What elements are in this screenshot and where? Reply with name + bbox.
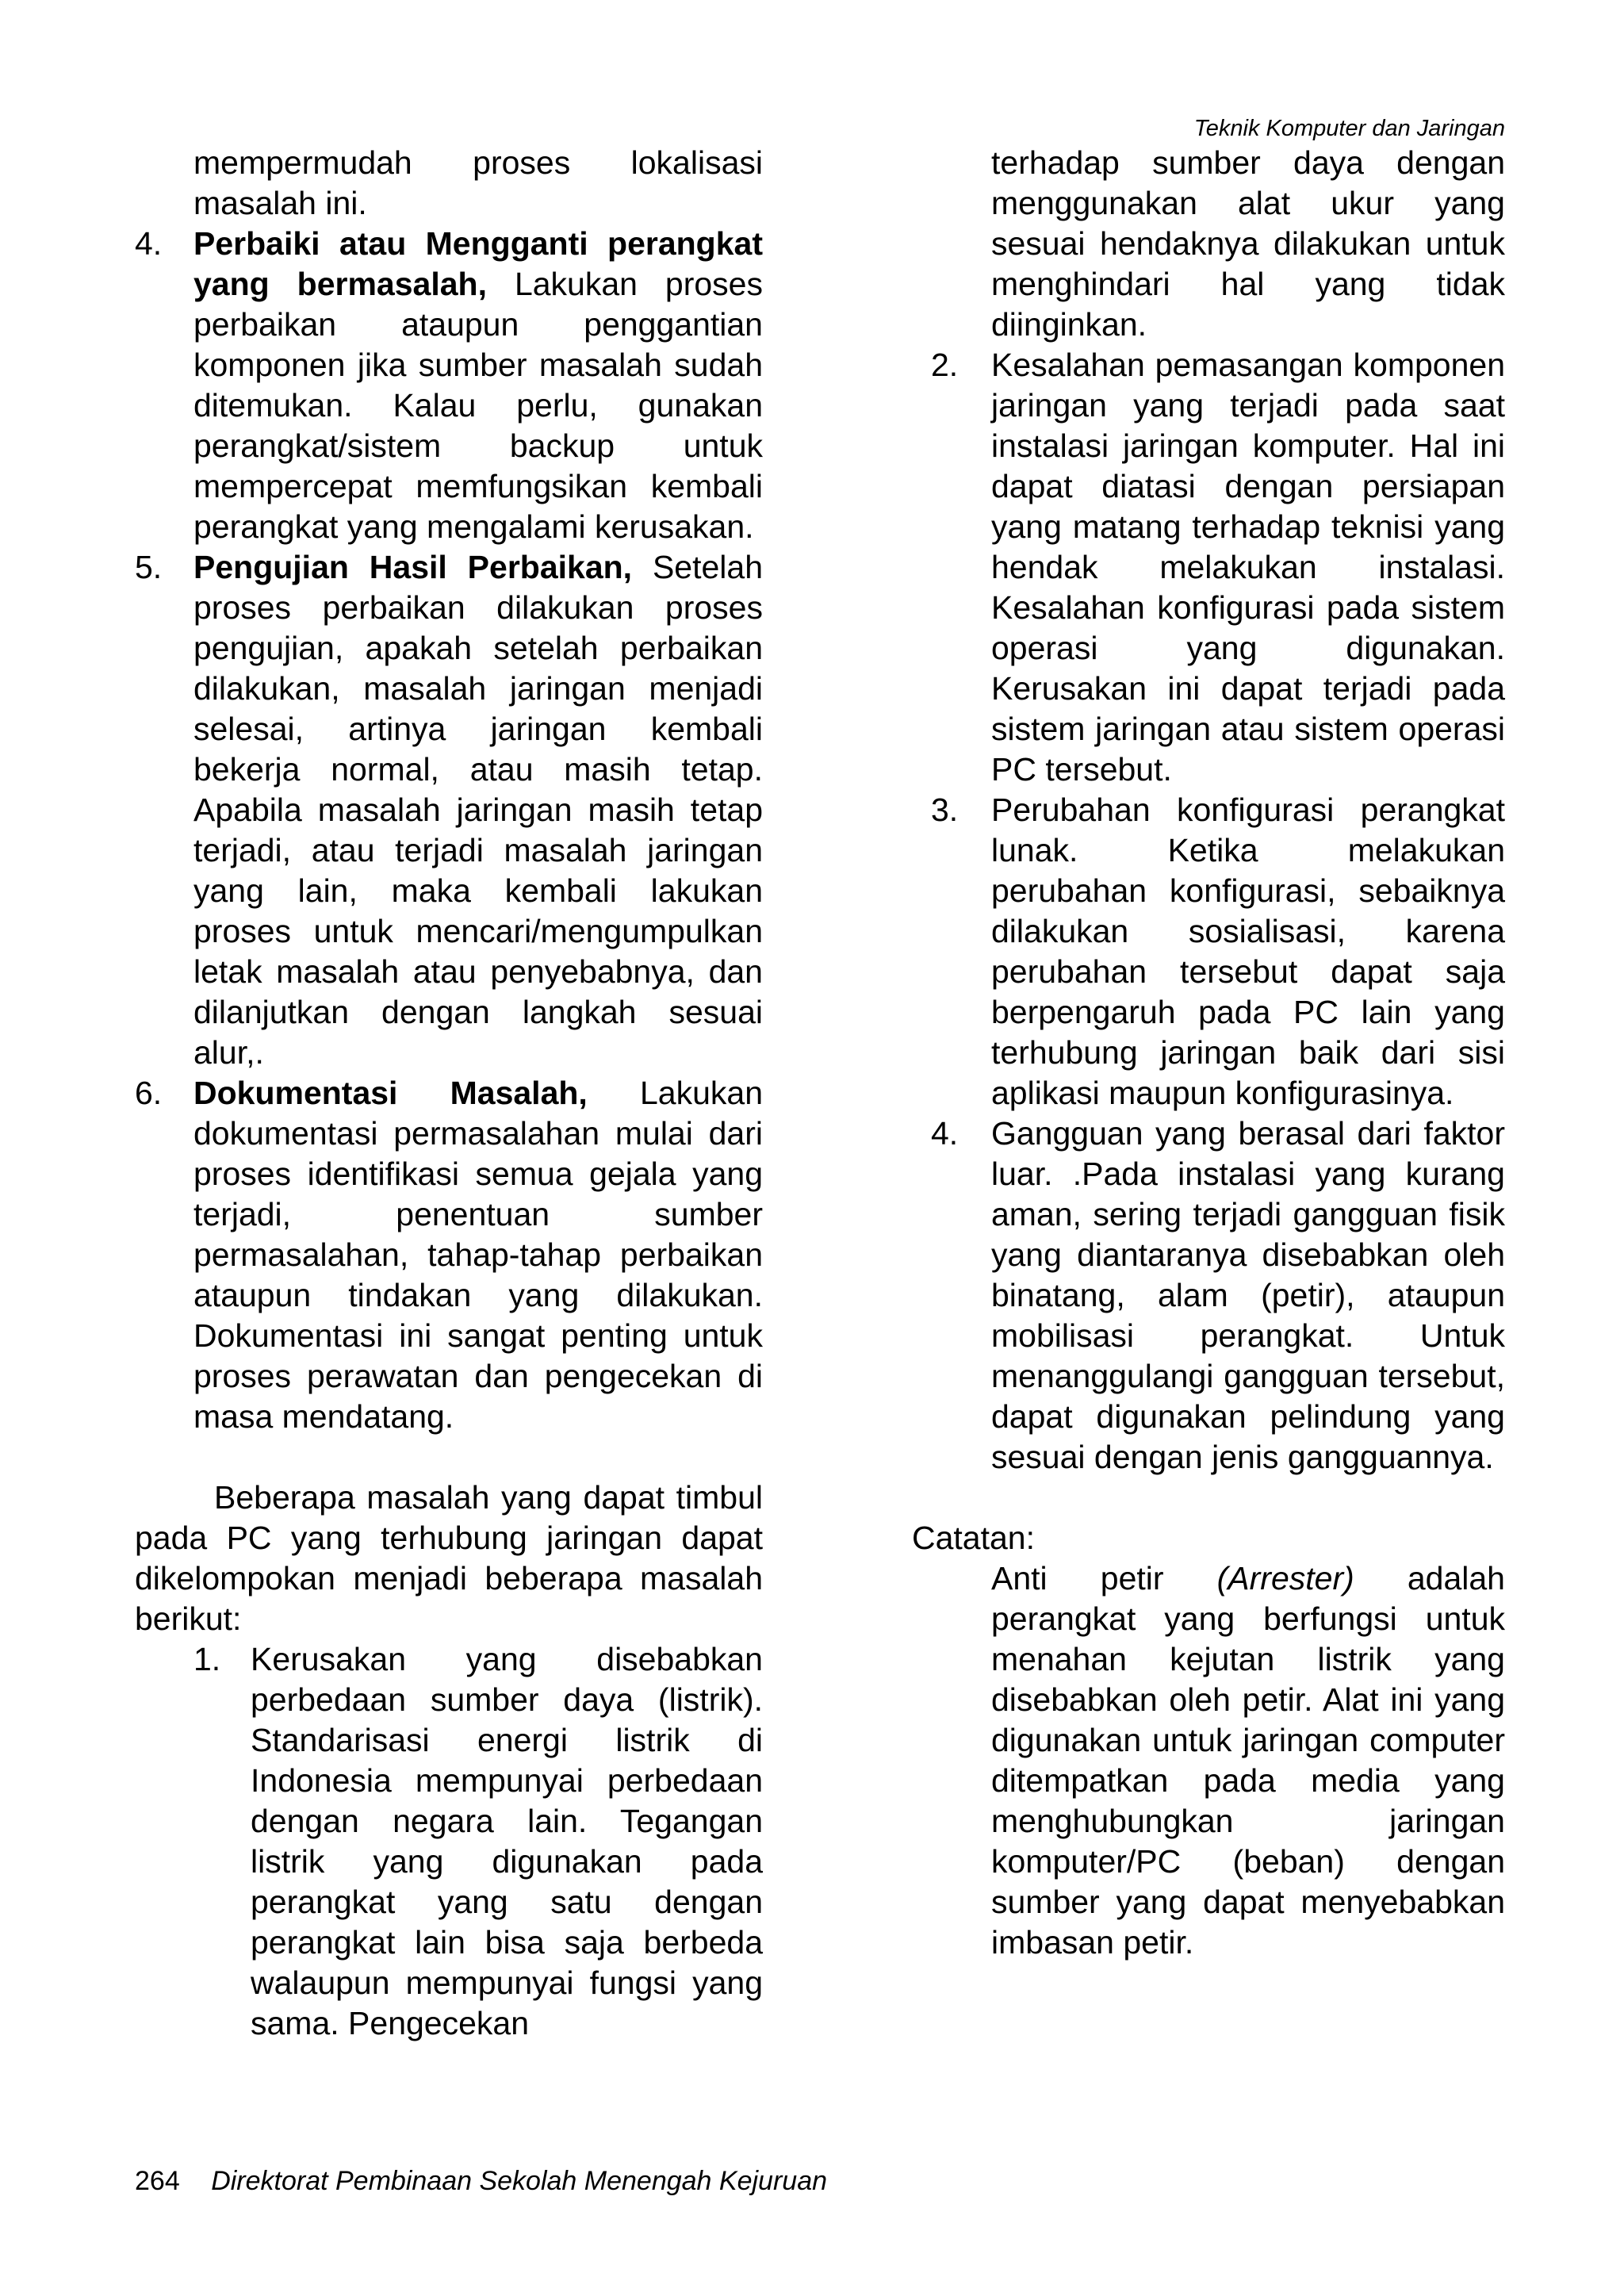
item-heading: Perbaiki atau Mengganti perangkat yang bermasalah,: [193, 225, 763, 302]
list-item: [135, 224, 763, 547]
list-item: [912, 345, 1505, 790]
list-item: [135, 547, 763, 1073]
note-label: Catatan:: [912, 1520, 1035, 1556]
list-number: 1.: [193, 1641, 221, 1677]
item-text: Setelah proses perbaikan dilakukan proses pengujian, apakah setelah perbaikan dilakukan, masalah jaringan menjadi selesai, artinya jaringan kembali bekerja normal, atau masih tetap. Apabila masalah jaringan masih tetap terjadi, atau terjadi masalah jaringan yang lain, maka kembali lakukan proses untuk mencari/mengumpulkan letak masalah atau penyebabnya, dan dilanjutkan dengan langkah sesuai alur,.: [193, 549, 763, 1071]
item-heading: Pengujian Hasil Perbaikan,: [193, 549, 633, 585]
list-item: [912, 1114, 1505, 1478]
right-column: [912, 143, 1505, 1963]
running-header: Teknik Komputer dan Jaringan: [1193, 116, 1505, 141]
note-text: adalah perangkat yang berfungsi untuk menahan kejutan listrik yang disebabkan oleh petir. Alat ini yang digunakan untuk jaringan computer ditempatkan pada media yang menghubungkan jaringan komputer/PC (beban) dengan sumber yang dapat menyebabkan imbasan petir.: [991, 1560, 1505, 1961]
list-item: [135, 1073, 763, 1437]
left-column: [135, 143, 763, 2044]
note-body: [912, 1558, 1505, 1963]
item-text: Lakukan proses perbaikan ataupun penggantian komponen jika sumber masalah sudah ditemukan. Kalau perlu, gunakan perangkat/sistem backup untuk mempercepat memfungsikan kembali perangkat yang mengalami kerusakan.: [193, 266, 763, 545]
page-footer: [135, 2165, 827, 2197]
item-heading: Dokumentasi Masalah,: [193, 1075, 588, 1111]
intro-paragraph: Beberapa masalah yang dapat timbul pada PC yang terhubung jaringan dapat dikelompokan menjadi beberapa masalah berikut:: [135, 1479, 763, 1637]
item-text: Kerusakan yang disebabkan perbedaan sumber daya (listrik). Standarisasi energi listrik di Indonesia mempunyai perbedaan dengan negara lain. Tegangan listrik yang digunakan pada perangkat yang satu dengan perangkat lain bisa saja berbeda walaupun mempunyai fungsi yang sama. Pengecekan: [251, 1641, 763, 2041]
list-number: 5.: [135, 549, 163, 585]
list-number: 3.: [931, 792, 959, 828]
note-text: Anti petir: [991, 1560, 1217, 1596]
list-number: 4.: [135, 225, 163, 262]
note-term: (Arrester): [1216, 1560, 1354, 1596]
item-text: Gangguan yang berasal dari faktor luar. .Pada instalasi yang kurang aman, sering terjadi gangguan fisik yang diantaranya disebabkan oleh binatang, alam (petir), ataupun mobilisasi perangkat. Untuk menanggulangi gangguan tersebut, dapat digunakan pelindung yang sesuai dengan jenis gangguannya.: [991, 1115, 1505, 1475]
list-number: 2.: [931, 347, 959, 383]
item-text: Lakukan dokumentasi permasalahan mulai dari proses identifikasi semua gejala yang terjadi, penentuan sumber permasalahan, tahap-tahap perbaikan ataupun tindakan yang dilakukan. Dokumentasi ini sangat penting untuk proses perawatan dan pengecekan di masa mendatang.: [193, 1075, 763, 1435]
page-number: 264: [135, 2166, 180, 2196]
footer-text: Direktorat Pembinaan Sekolah Menengah Kejuruan: [211, 2166, 828, 2196]
list-number: 4.: [931, 1115, 959, 1152]
item-text: Kesalahan pemasangan komponen jaringan yang terjadi pada saat instalasi jaringan komputer. Hal ini dapat diatasi dengan persiapan yang matang terhadap teknisi yang hendak melakukan instalasi. Kesalahan konfigurasi pada sistem operasi yang digunakan. Kerusakan ini dapat terjadi pada sistem jaringan atau sistem operasi PC tersebut.: [991, 347, 1505, 788]
left-continuation: mempermudah proses lokalisasi masalah ini.: [193, 144, 763, 221]
list-item: [912, 790, 1505, 1114]
right-continuation: terhadap sumber daya dengan menggunakan alat ukur yang sesuai hendaknya dilakukan untuk menghindari hal yang tidak diinginkan.: [991, 144, 1505, 343]
list-number: 6.: [135, 1075, 163, 1111]
item-text: Perubahan konfigurasi perangkat lunak. Ketika melakukan perubahan konfigurasi, sebaiknya dilakukan sosialisasi, karena perubahan tersebut dapat saja berpengaruh pada PC lain yang terhubung jaringan baik dari sisi aplikasi maupun konfigurasinya.: [991, 792, 1505, 1111]
sub-list-item: [135, 1639, 763, 2044]
